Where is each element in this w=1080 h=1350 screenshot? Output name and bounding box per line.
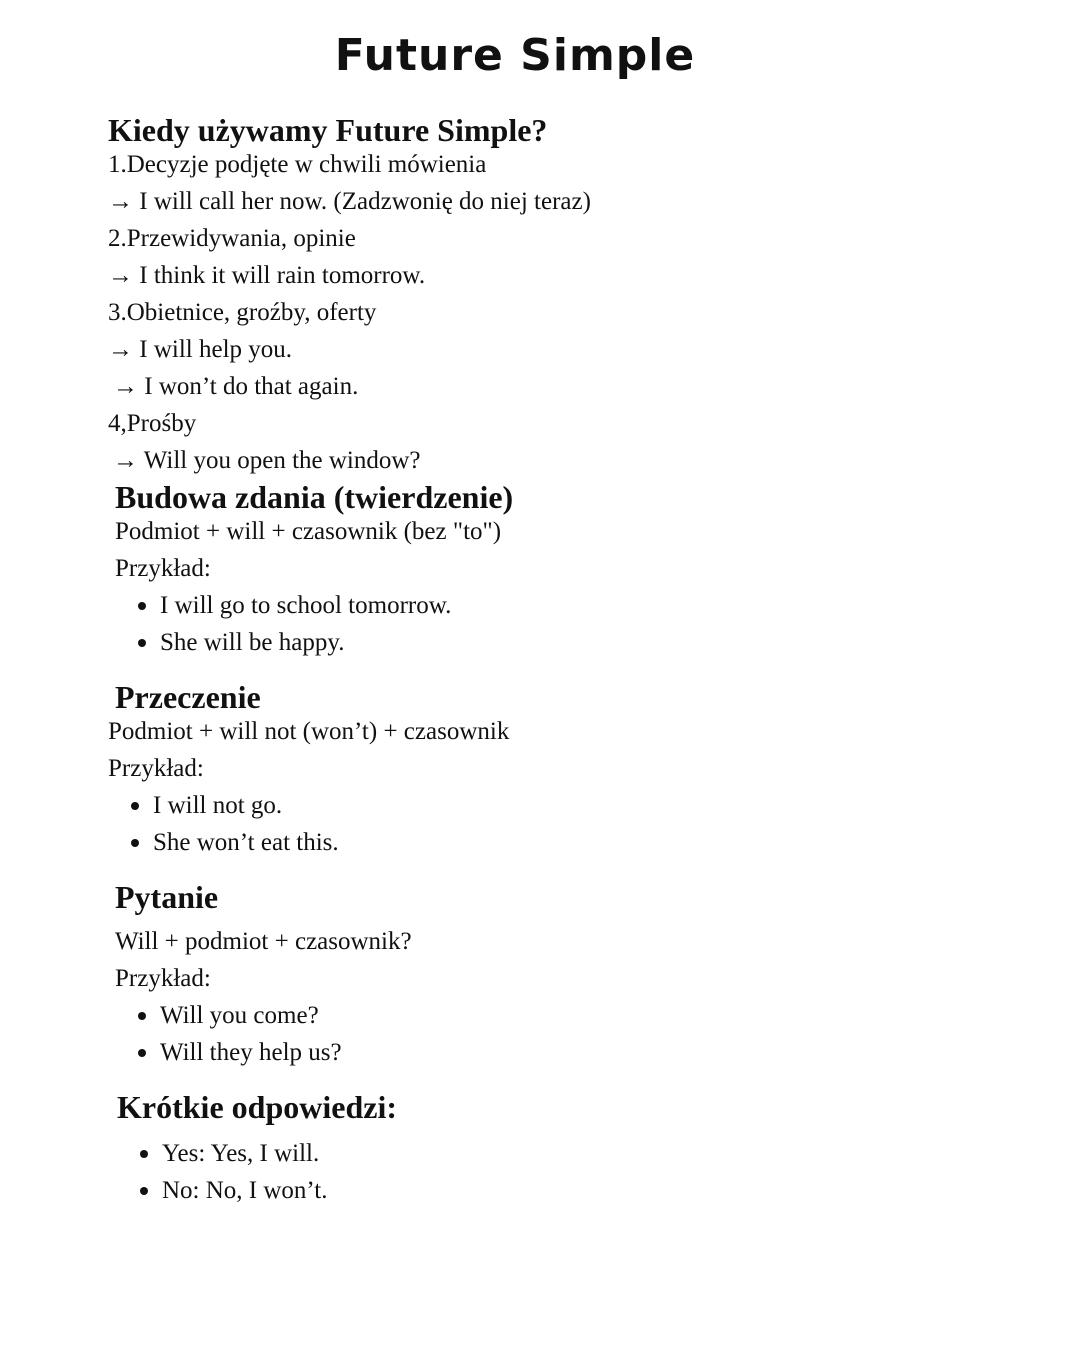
heading-affirmative: Budowa zdania (twierdzenie) — [115, 479, 514, 515]
list-item: She will be happy. — [160, 624, 451, 661]
affirmative-example-label: Przykład: — [115, 555, 211, 582]
heading-when: Kiedy używamy Future Simple? — [108, 112, 548, 148]
usage-line: → I will help you. — [108, 336, 293, 363]
short-answers — [162, 1135, 328, 1209]
page-title: Future Simple — [334, 30, 696, 81]
negative-example-label: Przykład: — [108, 755, 204, 782]
usage-line: 2.Przewidywania, opinie — [108, 225, 356, 252]
heading-negative: Przeczenie — [115, 679, 261, 715]
list-item: Yes: Yes, I will. — [162, 1135, 328, 1172]
list-item: I will go to school tomorrow. — [160, 587, 451, 624]
list-item: Will you come? — [160, 997, 342, 1034]
affirmative-examples — [160, 587, 451, 661]
list-item: Will they help us? — [160, 1034, 342, 1071]
list-item: No: No, I won’t. — [162, 1172, 328, 1209]
list-item: She won’t eat this. — [153, 824, 339, 861]
heading-short-answers: Krótkie odpowiedzi: — [117, 1089, 397, 1125]
question-example-label: Przykład: — [115, 965, 211, 992]
negative-examples — [153, 787, 339, 861]
question-formula: Will + podmiot + czasownik? — [115, 928, 412, 955]
usage-line: 1.Decyzje podjęte w chwili mówienia — [108, 151, 487, 178]
usage-line: → I won’t do that again. — [113, 373, 359, 400]
usage-line: → Will you open the window? — [113, 447, 421, 474]
heading-question: Pytanie — [115, 879, 219, 915]
question-examples — [160, 997, 342, 1071]
usage-line: → I think it will rain tomorrow. — [108, 262, 426, 289]
list-item: I will not go. — [153, 787, 339, 824]
usage-line: 3.Obietnice, groźby, oferty — [108, 299, 377, 326]
affirmative-formula: Podmiot + will + czasownik (bez "to") — [115, 518, 502, 545]
usage-line: 4,Prośby — [108, 410, 197, 437]
negative-formula: Podmiot + will not (won’t) + czasownik — [108, 718, 510, 745]
usage-line: → I will call her now. (Zadzwonię do niej teraz) — [108, 188, 591, 215]
